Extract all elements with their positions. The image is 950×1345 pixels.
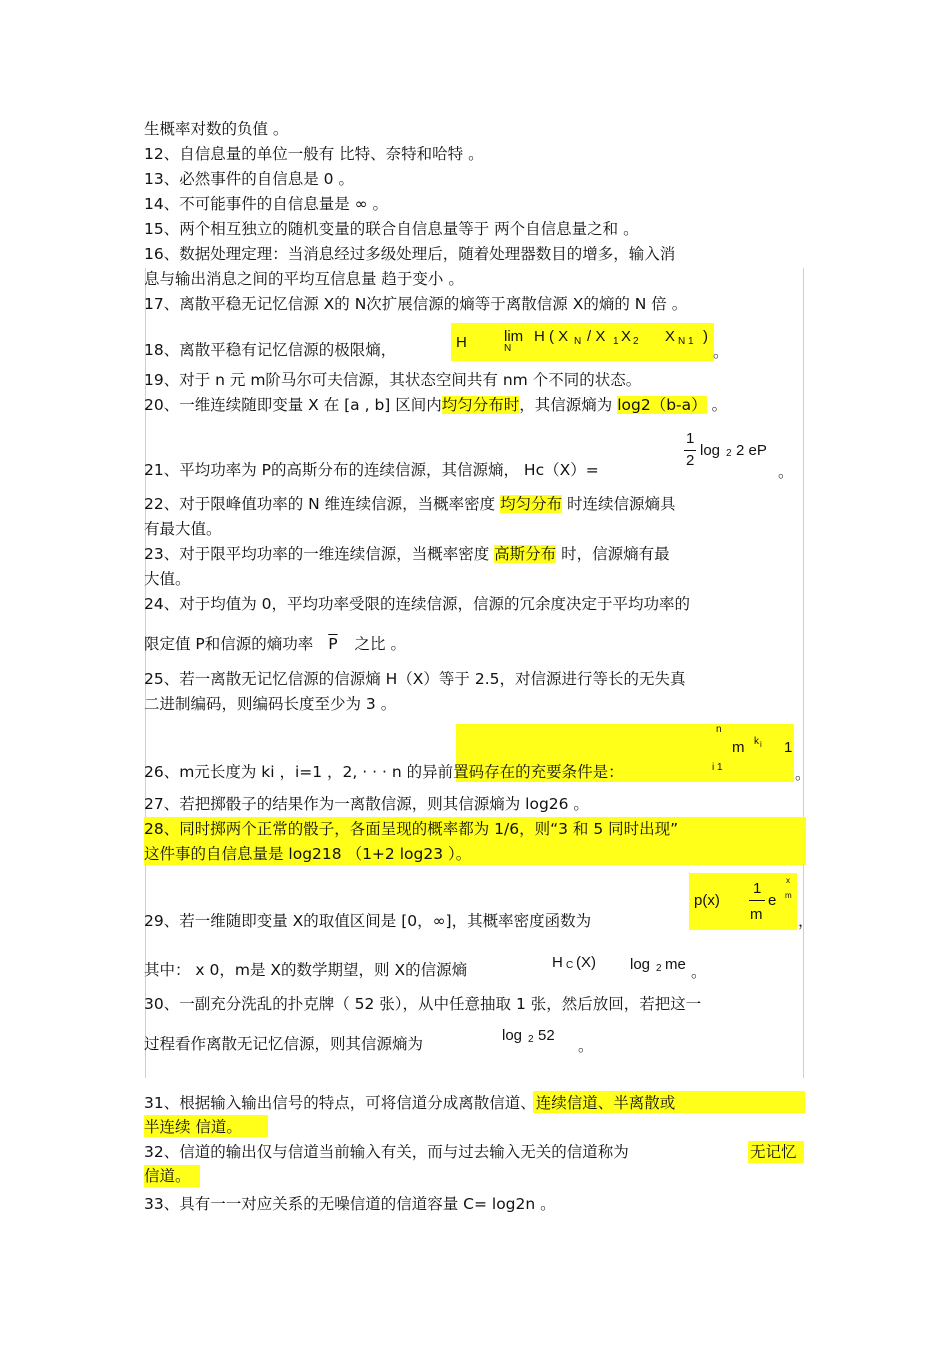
f29-p: p(x) [694, 892, 720, 909]
f18-mid: / X [587, 328, 606, 345]
line-21: 21、平均功率为 P的高斯分布的连续信源，其信源熵， Hc（X）= [144, 461, 599, 479]
line-24b [144, 633, 406, 655]
line-28b: 这件事的自信息量是 log218 （1+2 log23 ）。 [144, 845, 472, 863]
f18-x3: X [665, 328, 676, 345]
f29-den: m [750, 906, 763, 923]
line-27: 27、若把掷骰子的结果作为一离散信源，则其信源熵为 log26 。 [144, 795, 589, 813]
line-23-b: 时，信源熵有最 [556, 545, 670, 563]
f29b-X: (X) [576, 954, 596, 971]
line-32-hl: 无记忆 [750, 1143, 797, 1161]
line-32a [144, 1141, 629, 1163]
line-12: 12、自信息量的单位一般有 比特、奈特和哈特 。 [144, 145, 484, 163]
f18-H: H [456, 334, 467, 351]
line-33: 33、具有一一对应关系的无噪信道的信道容量 C= log2n 。 [144, 1195, 556, 1213]
f21-rest: 2 eP [736, 442, 767, 459]
line-30b: 过程看作离散无记忆信源，则其信源熵为 [144, 1035, 424, 1053]
f30-log: log [502, 1027, 523, 1044]
line-20 [144, 394, 727, 416]
line-21-end: 。 [778, 463, 794, 481]
line-20-c: 。 [706, 396, 728, 414]
line-15: 15、两个相互独立的随机变量的联合自信息量等于 两个自信息量之和 。 [144, 220, 639, 238]
f29b-me: me [665, 956, 686, 973]
line-11-tail: 生概率对数的负值 。 [144, 120, 289, 138]
line-17: 17、离散平稳无记忆信源 X的 N次扩展信源的熵等于离散信源 X的熵的 N 倍 。 [144, 295, 688, 313]
f29b-H: H [552, 954, 563, 971]
line-22-hl: 均匀分布 [500, 495, 563, 513]
line-24a: 24、对于均值为 0，平均功率受限的连续信源，信源的冗余度决定于平均功率的 [144, 595, 691, 613]
line-23-a: 23、对于限平均功率的一维连续信源，当概率密度 [144, 545, 495, 563]
line-20-b: ，其信源熵为 [519, 396, 618, 414]
f18-sub1: N [574, 336, 582, 347]
f30-sub: 2 [528, 1034, 534, 1045]
entropy-power-P: $\overline{P}$ [328, 635, 338, 653]
line-32-a: 32、信道的输出仅与信道当前输入有关，而与过去输入无关的信道称为 [144, 1143, 629, 1161]
line-22c: 有最大值。 [144, 520, 222, 538]
line-26-hl: 异前置码存在的充要条件是： [422, 763, 624, 781]
f18-x2: X [621, 328, 632, 345]
line-23a [144, 543, 670, 565]
line-30a: 30、一副充分洗乱的扑克牌（ 52 张），从中任意抽取 1 张，然后放回，若把这一 [144, 995, 702, 1013]
line-31-a: 31、根据输入输出信号的特点，可将信道分成离散 [144, 1094, 490, 1112]
line-29-end: ， [798, 912, 814, 930]
line-24-b: 限定值 P和信源的熵功率 [144, 635, 314, 653]
f18-sub4: N 1 [678, 336, 694, 347]
line-18: 18、离散平稳有记忆信源的极限熵， [144, 341, 397, 359]
f21-log: log [700, 442, 721, 459]
f18-sub2: 1 [613, 336, 619, 347]
line-29: 29、若一维随即变量 X的取值区间是 [0，∞]，其概率密度函数为 [144, 912, 592, 930]
f21-sub: 2 [726, 448, 732, 459]
f29-num: 1 [753, 880, 762, 897]
f29-xm: m [785, 891, 792, 900]
f29-e: e [768, 892, 777, 909]
line-14: 14、不可能事件的自信息量是 ∞ 。 [144, 195, 388, 213]
line-16b: 息与输出消息之间的平均互信息量 趋于变小 。 [144, 270, 464, 288]
f29b-log: log [630, 956, 651, 973]
f21-den: 2 [686, 452, 695, 469]
f26-ki: i [760, 740, 762, 749]
line-31b: 半连续 信道。 [144, 1118, 242, 1136]
line-24-c: 之比 。 [354, 635, 406, 653]
line-13: 13、必然事件的自信息是 0 。 [144, 170, 354, 188]
f29b-sub2: 2 [656, 963, 662, 974]
margin-rule-right [803, 268, 804, 1078]
line-28a: 28、同时掷两个正常的骰子，各面呈现的概率都为 1/6，则“3 和 5 同时出现” [144, 820, 679, 838]
f18-close: ) [703, 328, 708, 345]
line-20-hl: 均匀分布时 [441, 396, 520, 414]
line-26-end: 。 [795, 765, 811, 783]
line-19: 19、对于 n 元 m阶马尔可夫信源，其状态空间共有 nm 个不同的状态。 [144, 371, 642, 389]
f18-body: H ( X [534, 328, 569, 345]
f18-lim: lim [504, 328, 524, 345]
line-29b-end: 。 [691, 963, 707, 981]
line-29b: 其中： x 0，m是 X的数学期望，则 X的信源熵 [144, 961, 468, 979]
line-25a: 25、若一离散无记忆信源的信源熵 H（X）等于 2.5，对信源进行等长的无失真 [144, 670, 686, 688]
line-22-b: 时连续信源熵具 [562, 495, 676, 513]
line-20-hl2: log2（b-a） [617, 396, 707, 414]
line-23-hl: 高斯分布 [494, 545, 557, 563]
line-25b: 二进制编码，则编码长度至少为 3 。 [144, 695, 397, 713]
line-32b: 信道。 [144, 1167, 191, 1185]
f26-m: m [732, 739, 745, 756]
line-18-end: 。 [713, 343, 729, 361]
line-22-a: 22、对于限峰值功率的 N 维连续信源，当概率密度 [144, 495, 501, 513]
line-26-a: 26、m元长度为 ki ，i=1 ，2, · · · n 的 [144, 763, 423, 781]
line-23c: 大值。 [144, 570, 191, 588]
f21-bar [684, 450, 696, 451]
f26-n: n [716, 724, 722, 735]
line-26 [144, 761, 624, 783]
f30-52: 52 [538, 1027, 555, 1044]
f26-k: k [754, 736, 759, 747]
f18-N: N [504, 343, 512, 354]
f26-i1: i 1 [712, 762, 723, 773]
f29-bar [749, 900, 765, 901]
f29b-sub: C [566, 960, 574, 971]
line-16a: 16、数据处理定理：当消息经过多级处理后，随着处理器数目的增多，输入消 [144, 245, 676, 263]
f26-one: 1 [784, 739, 793, 756]
line-31-hl: 信道、连续信道、半离散或 [489, 1094, 676, 1112]
f29-xx: x [786, 876, 790, 885]
line-31a [144, 1092, 675, 1114]
f21-num: 1 [686, 430, 695, 447]
line-30b-end: 。 [578, 1037, 594, 1055]
line-22a [144, 493, 676, 515]
f18-sub3: 2 [633, 336, 639, 347]
line-20-a: 20、一维连续随即变量 X 在 [a , b] 区间内 [144, 396, 442, 414]
